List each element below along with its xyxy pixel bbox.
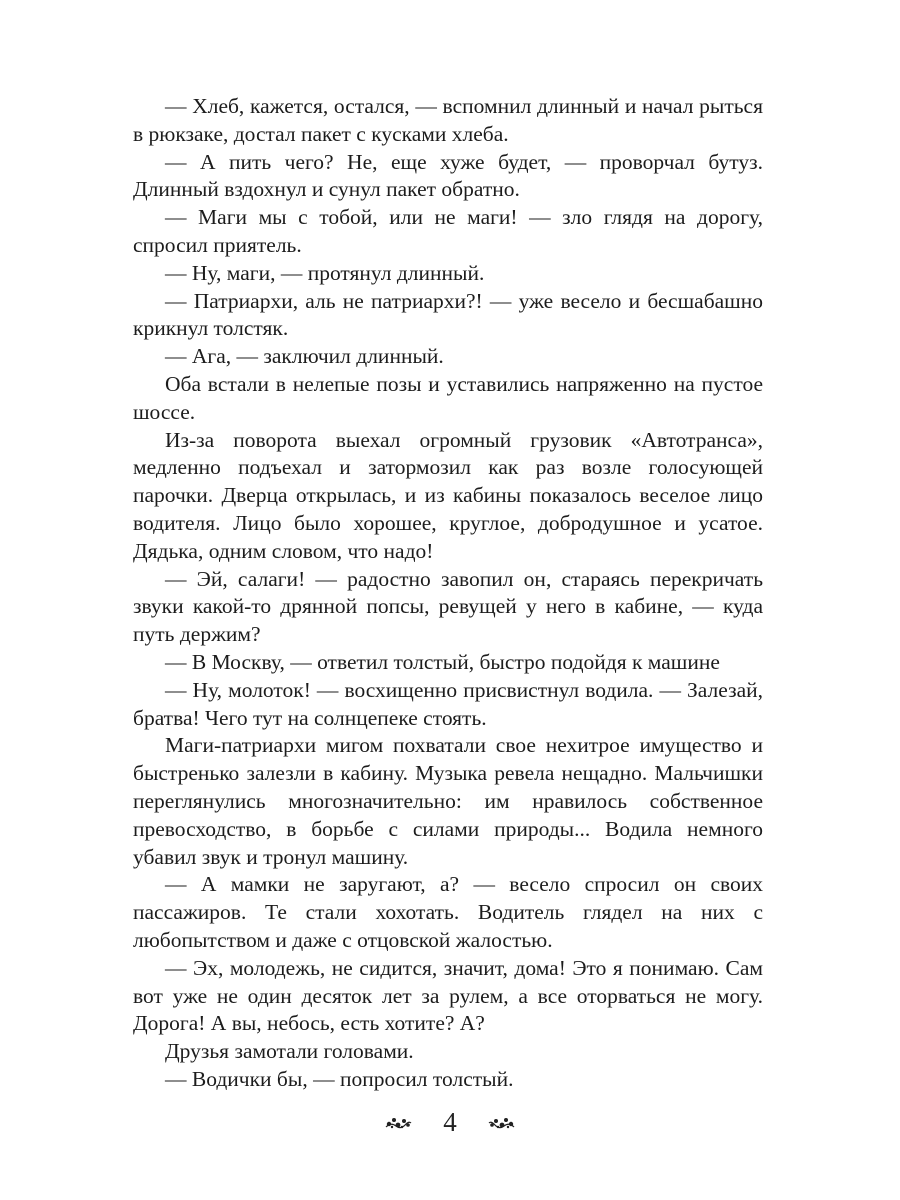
paragraph: — В Москву, — ответил толстый, быстро подойдя к машине xyxy=(165,649,720,674)
paragraph: — Патриархи, аль не патриархи?! — уже весело и бесшабашно крикнул толстяк. xyxy=(133,288,763,341)
paragraph: — Водички бы, — попросил толстый. xyxy=(165,1066,514,1091)
page-body xyxy=(133,93,763,1094)
paragraph: — Эх, молодежь, не сидится, значит, дома! Это я понимаю. Сам вот уже не один десяток лет за рулем, а все оторваться не могу. Дорога! А вы, небось, есть хотите? А? xyxy=(133,955,763,1036)
paragraph: — Ну, маги, — протянул длинный. xyxy=(165,260,485,285)
floral-ornament-icon xyxy=(383,1114,413,1132)
floral-ornament-icon xyxy=(487,1114,517,1132)
paragraph: — Ага, — заключил длинный. xyxy=(165,344,444,369)
paragraph: Из-за поворота выехал огромный грузовик «Автотранса», медленно подъехал и затормозил как раз возле голосующей парочки. Дверца открылась, и из кабины показалось веселое лицо водителя. Лицо было хорошее, круглое, добродушное и усатое. Дядька, одним словом, что надо! xyxy=(133,427,763,563)
paragraph: — Эй, салаги! — радостно завопил он, стараясь перекричать звуки какой-то дрянной попсы, ревущей у него в кабине, — куда путь держим? xyxy=(133,566,763,647)
paragraph: Друзья замотали головами. xyxy=(165,1039,414,1064)
paragraph: Маги-патриархи мигом похватали свое нехитрое имущество и быстренько залезли в кабину. Музыка ревела нещадно. Мальчишки переглянулись многозначительно: им нравилось собственное превосходство, в борьбе с силами природы... Водила немного убавил звук и тронул машину. xyxy=(133,733,763,869)
paragraph: — А пить чего? Не, еще хуже будет, — проворчал бутуз. Длинный вздохнул и сунул пакет обратно. xyxy=(133,149,763,202)
paragraph: Оба встали в нелепые позы и уставились напряженно на пустое шоссе. xyxy=(133,371,763,424)
paragraph: — Хлеб, кажется, остался, — вспомнил длинный и начал рыться в рюкзаке, достал пакет с кусками хлеба. xyxy=(133,94,763,146)
page-footer xyxy=(0,1107,900,1138)
paragraph: — Маги мы с тобой, или не маги! — зло глядя на дорогу, спросил приятель. xyxy=(133,205,763,257)
paragraph: — Ну, молоток! — восхищенно присвистнул водила. — Залезай, братва! Чего тут на солнцепеке стоять. xyxy=(133,677,763,730)
page-number: 4 xyxy=(443,1107,457,1137)
paragraph: — А мамки не заругают, а? — весело спросил он своих пассажиров. Те стали хохотать. Водитель глядел на них с любопытством и даже с отцовской жалостью. xyxy=(133,872,763,952)
